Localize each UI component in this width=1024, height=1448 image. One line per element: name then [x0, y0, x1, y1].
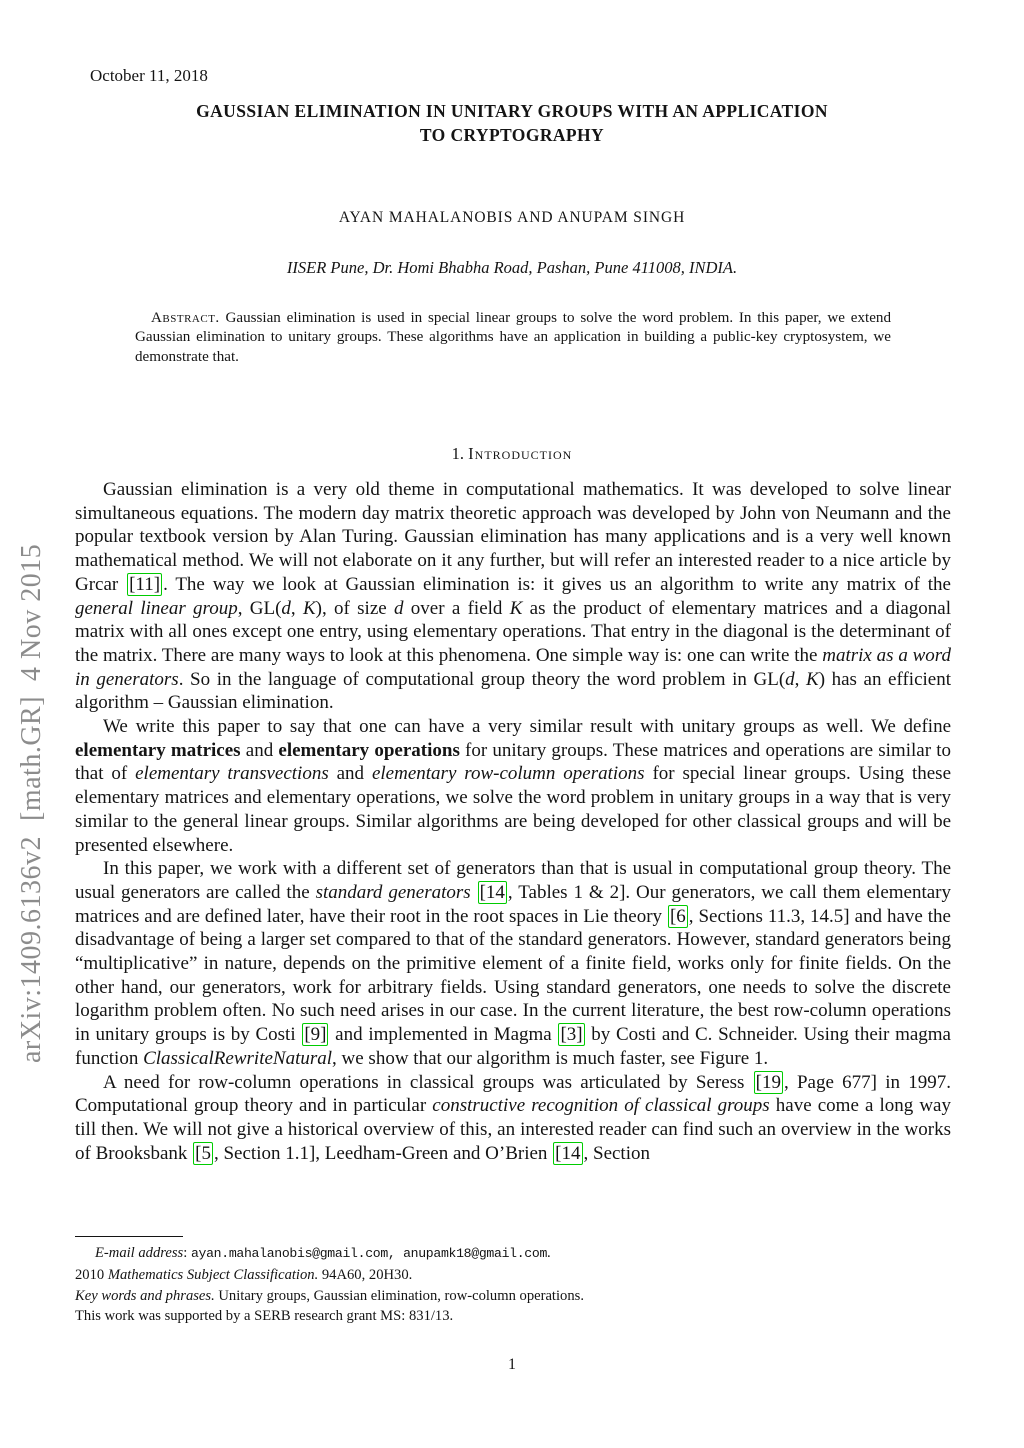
text-segment: 2010 — [75, 1266, 108, 1283]
abstract-label: Abstract. — [151, 310, 220, 326]
text-segment: elementary matrices — [75, 739, 241, 761]
text-segment: , Section 1.1], Leedham-Green and O’Brien — [213, 1142, 553, 1164]
text-segment: constructive recognition of classical groups — [432, 1095, 770, 1117]
text-segment: , — [290, 597, 303, 619]
paragraph — [75, 478, 951, 715]
footnote-line — [75, 1243, 951, 1265]
text-segment: , Page 677] in 1997. Computational group theory and in particular — [75, 1071, 951, 1117]
footnote-line — [75, 1265, 951, 1286]
text-segment: by Costi and C. Schneider. Using their magma function — [75, 1024, 951, 1069]
text-segment: over a field — [403, 597, 510, 619]
text-segment: d — [785, 668, 795, 690]
citation-link[interactable]: [5 — [195, 1142, 211, 1164]
text-segment: This work was supported by a SERB research grant MS: 831/13. — [75, 1308, 454, 1325]
abstract-text: Gaussian elimination is used in special linear groups to solve the word problem. In this paper, we extend Gaussian elimination to unitary groups. These algorithms have an application in building a public-key cryptosystem, we demonstrate that. — [135, 310, 891, 365]
text-segment: d — [394, 597, 404, 619]
text-segment: ) has an efficient algorithm – Gaussian elimination. — [75, 668, 951, 714]
text-segment: as the product of elementary matrices and a diagonal matrix with all ones except one entry, using elementary operations. That entry in the diagonal is the determinant of the matrix. There are many ways to look at this phenomena. One simple way is: one can write the — [75, 597, 952, 666]
citation-link[interactable]: [9] — [304, 1024, 327, 1046]
citation-link[interactable]: [14 — [479, 881, 505, 903]
text-segment: elementary operations — [278, 739, 460, 761]
text-segment: ClassicalRewriteNatural — [143, 1047, 333, 1069]
footnote-lines — [75, 1243, 951, 1327]
authors-line: AYAN MAHALANOBIS AND ANUPAM SINGH — [338, 209, 686, 226]
text-segment: and implemented in Magma — [329, 1024, 558, 1046]
text-segment: : — [183, 1245, 191, 1261]
paper-title — [62, 99, 962, 147]
date-line: October 11, 2018 — [90, 66, 208, 85]
text-segment: for special linear groups. Using these elementary matrices and elementary operations, we solve the word problem in unitary groups in a way that is very similar to the general linear groups. Similar algorithms are being developed for other classical groups and will be presented elsewhere. — [75, 763, 952, 856]
text-segment: K — [509, 597, 523, 619]
section-number: 1. — [451, 444, 465, 463]
text-segment: . So in the language of computational group theory the word problem in GL( — [178, 668, 786, 690]
text-segment: Unitary groups, Gaussian elimination, row-column operations. — [214, 1287, 584, 1304]
text-segment: , we show that our algorithm is much faster, see Figure 1. — [332, 1047, 769, 1069]
text-segment: K — [302, 597, 316, 619]
text-segment: d — [281, 597, 291, 619]
text-segment: K — [806, 668, 819, 690]
affiliation-line: IISER Pune, Dr. Homi Bhabha Road, Pashan, Pune 411008, INDIA. — [286, 258, 738, 277]
text-segment — [471, 882, 477, 903]
text-segment: elementary transvections — [135, 763, 329, 785]
body-paragraphs — [75, 478, 951, 1165]
text-segment: . The way we look at Gaussian elimination is: it gives us an algorithm to write any matrix of the — [163, 573, 951, 595]
text-segment: standard generators — [315, 881, 471, 903]
citation-link[interactable]: [3] — [560, 1024, 583, 1046]
arxiv-watermark: arXiv:1409.6136v2 [math.GR] 4 Nov 2015 — [16, 543, 47, 1063]
section-heading — [0, 444, 1024, 464]
text-segment: Gaussian elimination is a very old theme in computational mathematics. It was developed to solve linear simultaneous equations. The modern day matrix theoretic approach was developed by John von Neumann and the popular textbook version by Alan Turing. Gaussian elimination has many applications and is a very well known mathematical method. We will not elaborate on it any further, but will refer an interested reader to a nice article by Grcar — [75, 479, 951, 595]
text-segment: Mathematics Subject Classification. — [107, 1266, 319, 1283]
text-segment: , Section — [583, 1142, 650, 1164]
footnote-rule — [75, 1236, 183, 1237]
footnote-line — [75, 1306, 951, 1327]
section-title: Introduction — [468, 444, 573, 463]
text-segment: and — [240, 739, 279, 761]
text-segment: , Sections 11.3, 14.5] and have the disadvantage of being a larger set compared to that of the standard generators. However, standard generators being “multiplicative” in nature, depends on the primitive element of a finite field, works only for finite fields. On the other hand, our generators, work for arbitrary fields. Using standard generators, one needs to solve the discrete logarithm problem often. No such need arises in our case. In the current literature, the best row-column operations in unitary groups is by Costi — [75, 905, 951, 1046]
text-segment: , — [794, 668, 806, 690]
text-segment: , GL( — [237, 597, 282, 619]
text-segment: elementary row-column operations — [371, 763, 645, 785]
text-segment: have come a long way till then. We will not give a historical overview of this, an interested reader can find such an overview in the works of Brooksbank — [75, 1095, 951, 1164]
text-segment: We write this paper to say that one can have a very similar result with unitary groups as well. We define — [103, 716, 951, 738]
text-segment: ), of size — [315, 597, 394, 619]
text-segment: . — [547, 1245, 551, 1261]
text-segment: matrix as a word in generators — [75, 644, 951, 690]
text-segment: 94A60, 20H30. — [318, 1266, 413, 1283]
text-segment: , Tables 1 & 2]. Our generators, we call them elementary matrices and are defined later, have their root in the root spaces in Lie theory — [75, 881, 952, 927]
footnotes — [75, 1236, 951, 1327]
citation-link[interactable]: [11] — [129, 573, 161, 595]
text-segment: In this paper, we work with a different set of generators than that is usual in computational group theory. The usual generators are called the — [75, 858, 951, 903]
paper-title-line1: GAUSSIAN ELIMINATION IN UNITARY GROUPS WITH AN APPLICATION — [196, 101, 828, 121]
citation-link[interactable]: [6 — [669, 905, 686, 927]
paragraph — [75, 857, 951, 1070]
text-segment: for unitary groups. These matrices and operations are similar to that of — [75, 739, 951, 785]
text-segment: general linear group — [75, 597, 238, 619]
citation-link[interactable]: [19 — [755, 1071, 781, 1093]
page-number: 1 — [508, 1356, 516, 1373]
text-segment: and — [328, 763, 372, 785]
citation-link[interactable]: [14 — [555, 1142, 581, 1164]
text-segment: Key words and phrases. — [75, 1287, 215, 1304]
footnote-line — [75, 1286, 951, 1307]
text-segment: A need for row-column operations in classical groups was articulated by Seress — [103, 1071, 753, 1093]
abstract — [135, 309, 891, 367]
paper-title-line2: TO CRYPTOGRAPHY — [419, 125, 605, 145]
paragraph — [75, 715, 951, 857]
text-segment: E-mail address — [95, 1245, 184, 1261]
text-segment: ayan.mahalanobis@gmail.com, anupamk18@gmail.com — [190, 1246, 548, 1261]
paragraph — [75, 1071, 951, 1166]
